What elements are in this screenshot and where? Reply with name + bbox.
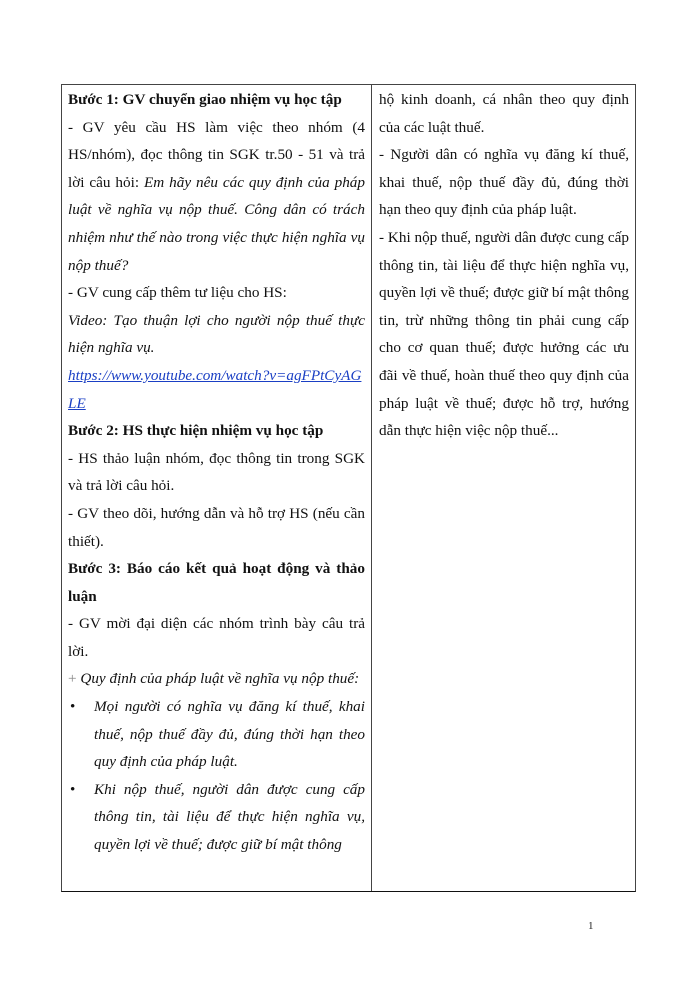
step2-heading: Bước 2: HS thực hiện nhiệm vụ học tập	[68, 422, 324, 440]
bullet-icon: •	[70, 698, 76, 716]
page-number: 1	[588, 920, 594, 932]
bullet-item	[68, 693, 365, 776]
step1-video: Video: Tạo thuận lợi cho người nộp thuế thực hiện nghĩa vụ.	[68, 311, 365, 357]
right-line1: hộ kinh doanh, cá nhân theo quy định của các luật thuế.	[379, 91, 629, 136]
step3-sub-heading-paragraph	[68, 665, 365, 693]
step1-task-text: - GV yêu cầu HS làm việc theo nhóm (4 HS/nhóm), đọc thông tin SGK tr.50 - 51 và trả lời câu hỏi:	[68, 118, 365, 191]
step1-heading: Bước 1: GV chuyển giao nhiệm vụ học tập	[68, 91, 342, 108]
step3-sub-heading: Quy định của pháp luật về nghĩa vụ nộp thuế:	[80, 670, 360, 688]
youtube-link[interactable]: https://www.youtube.com/watch?v=agFPtCyAGLE	[68, 366, 362, 412]
plus-marker: +	[68, 670, 77, 688]
lesson-table	[61, 84, 636, 892]
step2-line1: - HS thảo luận nhóm, đọc thông tin trong SGK và trả lời câu hỏi.	[68, 449, 365, 495]
right-line3: - Khi nộp thuế, người dân được cung cấp thông tin, tài liệu để thực hiện nghĩa vụ, quyền lợi về thuế; được giữ bí mật thông tin, trừ những thông tin phải cung cấp cho cơ quan thuế; được hưởng các ưu đãi về thuế, hoàn thuế theo quy định của pháp luật về thuế; được hỗ trợ, hướng dẫn thực hiện việc nộp thuế...	[379, 228, 629, 440]
bullet-text: Khi nộp thuế, người dân được cung cấp thông tin, tài liệu để thực hiện nghĩa vụ, quyền lợi về thuế; được giữ bí mật thông	[94, 780, 365, 854]
right-line2: - Người dân có nghĩa vụ đăng kí thuế, khai thuế, nộp thuế đầy đủ, đúng thời hạn theo quy định của pháp luật.	[379, 146, 629, 219]
step3-line1: - GV mời đại diện các nhóm trình bày câu trả lời.	[68, 615, 365, 660]
right-column	[372, 85, 636, 445]
bullet-icon: •	[70, 780, 76, 798]
bullet-text: Mọi người có nghĩa vụ đăng kí thuế, khai thuế, nộp thuế đầy đủ, đúng thời hạn theo quy định của pháp luật.	[94, 698, 365, 771]
step1-task	[68, 114, 365, 280]
left-column	[62, 85, 371, 859]
step2-line2: - GV theo dõi, hướng dẫn và hỗ trợ HS (nếu cần thiết).	[68, 504, 365, 550]
bullet-item	[68, 776, 365, 859]
step1-material: - GV cung cấp thêm tư liệu cho HS:	[68, 284, 287, 302]
step1-question: Em hãy nêu các quy định của pháp luật về nghĩa vụ nộp thuế. Công dân có trách nhiệm như thế nào trong việc thực hiện nghĩa vụ nộp thuế?	[68, 173, 365, 274]
step1-link-paragraph	[68, 362, 365, 417]
step3-heading: Bước 3: Báo cáo kết quả hoạt động và thảo luận	[68, 560, 365, 605]
